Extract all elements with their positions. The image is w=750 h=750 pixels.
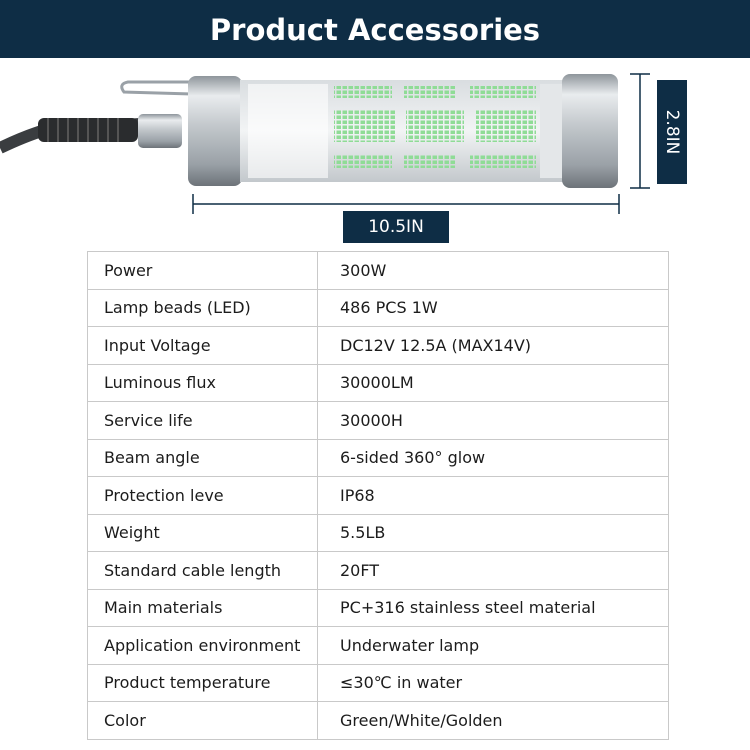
spec-label: Lamp beads (LED) xyxy=(88,289,318,327)
spec-label: Standard cable length xyxy=(88,552,318,590)
spec-value: 20FT xyxy=(318,552,669,590)
spec-row xyxy=(88,327,669,365)
spec-value: 5.5LB xyxy=(318,514,669,552)
spec-value: Underwater lamp xyxy=(318,627,669,665)
spec-row xyxy=(88,664,669,702)
spec-value: 30000LM xyxy=(318,364,669,402)
spec-value: DC12V 12.5A (MAX14V) xyxy=(318,327,669,365)
spec-label: Product temperature xyxy=(88,664,318,702)
spec-row xyxy=(88,439,669,477)
length-label: 10.5IN xyxy=(343,211,449,243)
left-end-cap xyxy=(188,76,242,186)
spec-row xyxy=(88,589,669,627)
spec-label: Beam angle xyxy=(88,439,318,477)
spec-value: 30000H xyxy=(318,402,669,440)
spec-value: ≤30℃ in water xyxy=(318,664,669,702)
spec-table xyxy=(87,251,669,740)
spec-row xyxy=(88,627,669,665)
spec-row xyxy=(88,514,669,552)
spec-label: Luminous flux xyxy=(88,364,318,402)
spec-label: Input Voltage xyxy=(88,327,318,365)
spec-value: PC+316 stainless steel material xyxy=(318,589,669,627)
spec-value: 486 PCS 1W xyxy=(318,289,669,327)
spec-value: IP68 xyxy=(318,477,669,515)
diameter-dimension-line xyxy=(630,74,650,188)
spec-label: Color xyxy=(88,702,318,740)
spec-value: Green/White/Golden xyxy=(318,702,669,740)
spec-row xyxy=(88,552,669,590)
spec-label: Service life xyxy=(88,402,318,440)
diameter-label xyxy=(657,80,687,184)
spec-row xyxy=(88,477,669,515)
cable-strain-relief xyxy=(38,118,138,142)
diameter-label-text: 2.8IN xyxy=(662,109,682,155)
spec-value: 300W xyxy=(318,252,669,290)
right-end-cap xyxy=(562,74,618,188)
spec-row xyxy=(88,402,669,440)
spec-value: 6-sided 360° glow xyxy=(318,439,669,477)
spec-row xyxy=(88,364,669,402)
spec-label: Protection leve xyxy=(88,477,318,515)
spec-row xyxy=(88,289,669,327)
cable-connector xyxy=(138,114,182,148)
spec-row xyxy=(88,702,669,740)
spec-label: Power xyxy=(88,252,318,290)
spec-label: Weight xyxy=(88,514,318,552)
page-title: Product Accessories xyxy=(209,13,541,47)
spec-label: Application environment xyxy=(88,627,318,665)
spec-label: Main materials xyxy=(88,589,318,627)
spec-row xyxy=(88,252,669,290)
